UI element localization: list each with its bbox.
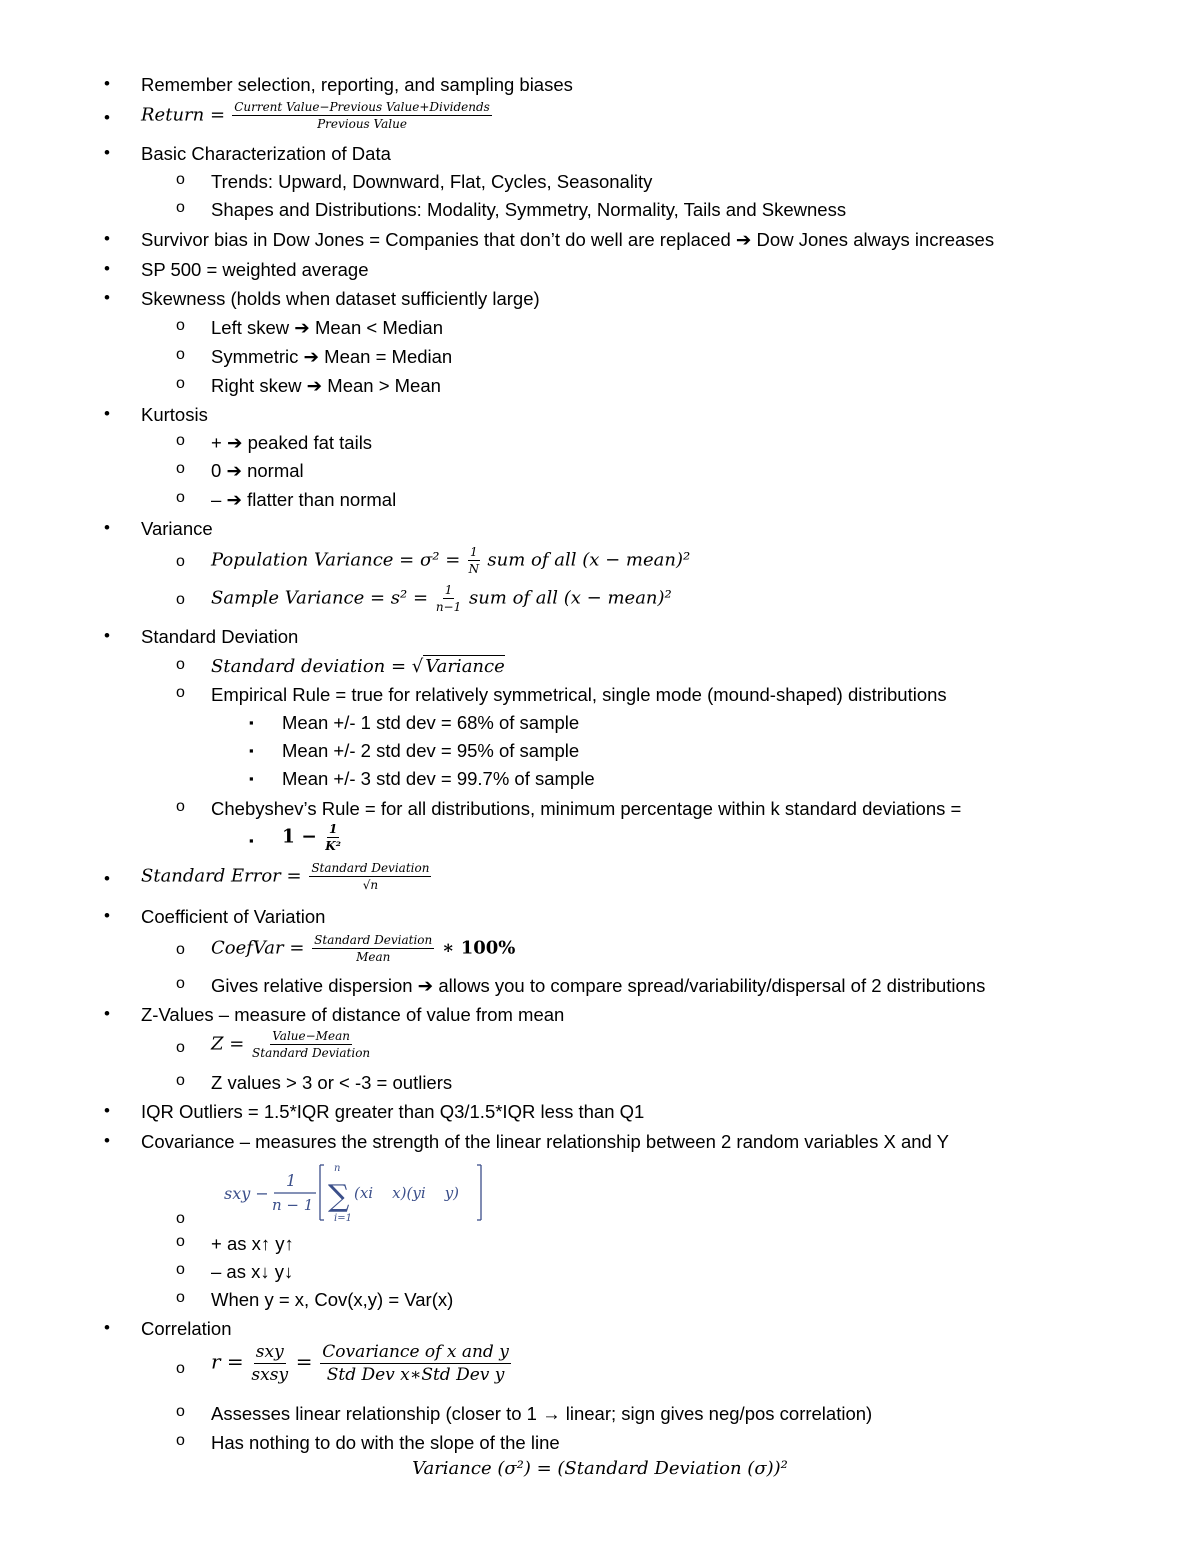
bullet-icon: • [104, 108, 110, 127]
sample-variance-formula: Sample Variance = s² = $\frac{1}{n-1}$ sum of all (x − mean)² [211, 583, 672, 614]
bullet-icon: o [176, 553, 185, 570]
arrow-right-icon: ➔ [417, 976, 434, 997]
arrow-right-icon: ➔ [306, 376, 323, 397]
bullet-icon: o [176, 1072, 185, 1089]
bullet-icon: o [176, 432, 185, 449]
bullet-icon: • [104, 1101, 110, 1120]
coef-var-formula: CoefVar = $\frac{\text{Standard Deviation}}{\text{Mean}}$ ∗ 100% [211, 933, 516, 964]
svg-text:(xi x)(yi y): (xi x)(yi y) [354, 1184, 460, 1202]
bullet-icon: • [104, 518, 110, 537]
bullet-icon: o [176, 941, 185, 958]
arrow-right-icon: → [542, 1403, 561, 1424]
bullet-icon: o [176, 684, 185, 701]
bullet-icon: o [176, 375, 185, 392]
sigma-icon: ∑ [328, 1179, 350, 1214]
bullet-icon: o [176, 1432, 185, 1449]
bullet-icon: o [176, 1039, 185, 1056]
bullet-icon: • [104, 288, 110, 307]
bullet-icon: • [104, 259, 110, 278]
bullet-icon: o [176, 460, 185, 477]
arrow-right-icon: ➔ [226, 433, 243, 454]
bullet-icon: o [176, 1210, 185, 1227]
arrow-right-icon: ➔ [226, 490, 242, 511]
bullet-icon: o [176, 1289, 185, 1306]
bullet-icon: • [104, 906, 110, 925]
bullet-icon: o [176, 171, 185, 188]
document-page: • Remember selection, reporting, and sampling biases • Return = $\frac{\text{Current Value−Previous Value+Dividends}}{\text{Previous Value}}$ • Basic Characterization of Data o Trends: Upward, Downward, Flat, Cycles, Seasonality o Shapes and Distributions: Modality, Symmetry, Normality, Tails and Skewness • Survivor bias in Dow Jones = Companies that don’t do well are replaced ➔ Dow Jones always increases • SP 500 = weighted average • Skewness (holds when dataset sufficiently large) o Left skew ➔ Mean < Median o Symmetric ➔ Mean = Median o Right skew ➔ Mean > Mean • Kurtosis o + ➔ peaked fat tails o 0 ➔ normal o – ➔ flatter than normal • Variance o Population Variance = σ² = $\frac{1}{N}$ sum of all (x − mean)² o Sample Variance = s² = $\frac{1}{n-1}$ sum of all (x − mean)² • Standard Deviation o Standard deviation = √ Variance o Empirical Rule = true for relatively symmetrical, single mode (mound-shaped) distributions ▪ Mean +/- 1 std dev = 68% of sample ▪ Mean +/- 2 std dev = 95% of sample ▪ Mean +/- 3 std dev = 99.7% of sample o Chebyshev’s Rule = for all distributions, minimum percentage within k standard deviations = ▪ 1 − $\frac{1}{\text{K²}}$ • Standard Error = $\frac{\text{Standard Deviation}}{√n}$ • Coefficient of Variation o CoefVar = $\frac{\text{Standard Deviation}}{\text{Mean}}$ ∗ 100% o Gives relative dispersion ➔ allows you to compare spread/variability/dispersal of 2 distributions • Z-Values – measure of distance of value from mean o Z = $\frac{\text{Value−Mean}}{\text{Standard Deviation}}$ o Z values > 3 or < -3 = outliers • IQR Outliers = 1.5*IQR greater than Q3/1.5*IQR less than Q1 • Covariance – measures the strength of the linear relationship between 2 random variables X and Y sxy − 1 n − 1 n ∑ i=1 (xi x)(yi y) o o + as x↑ y↑ o – as x↓ y↓ o When y = x, Cov(x,y) = Var(x) • Correlation o r = $\frac{\text{sxy}}{\text{sxsy}}$ = $\frac{\text{Covariance of x and y}}{\text{Std Dev x∗Std Dev y}}$ o Assesses linear relationship (closer to 1 → linear; sign gives neg/pos correlation) o Has nothing to do with the slope of the line Variance (σ²) = (Standard Deviation (σ))² [0, 0, 1200, 1553]
std-dev-formula: Standard deviation = √ Variance [211, 656, 505, 677]
standard-error-formula: Standard Error = $\frac{\text{Standard Deviation}}{√n}$ [141, 861, 430, 892]
bullet-icon: o [176, 591, 185, 608]
svg-text:i=1: i=1 [334, 1213, 352, 1224]
bullet-icon: o [176, 1403, 185, 1420]
bullet-icon: o [176, 199, 185, 216]
chebyshev-formula: 1 − $\frac{1}{\text{K²}}$ [282, 822, 341, 853]
bullet-icon: • [104, 404, 110, 423]
bullet-icon: o [176, 1261, 185, 1278]
svg-text:n − 1: n − 1 [272, 1196, 314, 1214]
bullet-icon: ▪ [249, 715, 254, 730]
bullet-icon: • [104, 1318, 110, 1337]
bullet-icon: o [176, 346, 185, 363]
bullet-icon: • [104, 626, 110, 645]
bullet-icon: o [176, 317, 185, 334]
return-formula: Return = $\frac{\text{Current Value−Previous Value+Dividends}}{\text{Previous Value}}$ [141, 100, 490, 131]
correlation-formula: r = $\frac{\text{sxy}}{\text{sxsy}}$ = $\frac{\text{Covariance of x and y}}{\text{Std Dev x∗Std Dev y}}$ [211, 1342, 509, 1385]
bullet-icon: • [104, 143, 110, 162]
bullet-icon: • [104, 1004, 110, 1023]
svg-text:sxy −: sxy − [224, 1184, 269, 1203]
svg-text:1: 1 [286, 1171, 297, 1190]
variance-identity-formula: Variance (σ²) = (Standard Deviation (σ))² [412, 1458, 788, 1479]
bullet-icon: o [176, 1360, 185, 1377]
bullet-icon: ▪ [249, 771, 254, 786]
bullet-icon: • [104, 74, 110, 93]
z-formula: Z = $\frac{\text{Value−Mean}}{\text{Standard Deviation}}$ [211, 1029, 371, 1060]
bullet-icon: o [176, 1233, 185, 1250]
bullet-icon: o [176, 489, 185, 506]
arrow-right-icon: ➔ [226, 461, 242, 482]
population-variance-formula: Population Variance = σ² = $\frac{1}{N}$ sum of all (x − mean)² [211, 545, 691, 576]
bullet-icon: o [176, 975, 185, 992]
bullet-icon: • [104, 869, 110, 888]
arrow-right-icon: ➔ [294, 318, 310, 339]
item-text: Remember selection, reporting, and sampling biases [141, 74, 573, 95]
bullet-icon: ▪ [249, 833, 254, 848]
bullet-icon: ▪ [249, 743, 254, 758]
covariance-formula-image [224, 1162, 494, 1228]
bullet-icon: o [176, 798, 185, 815]
bullet-icon: • [104, 229, 110, 248]
bullet-icon: • [104, 1131, 110, 1150]
arrow-right-icon: ➔ [735, 230, 752, 251]
svg-text:n: n [334, 1163, 341, 1174]
arrow-right-icon: ➔ [303, 347, 320, 368]
bullet-icon: o [176, 656, 185, 673]
covariance-formula-svg [224, 1162, 494, 1224]
